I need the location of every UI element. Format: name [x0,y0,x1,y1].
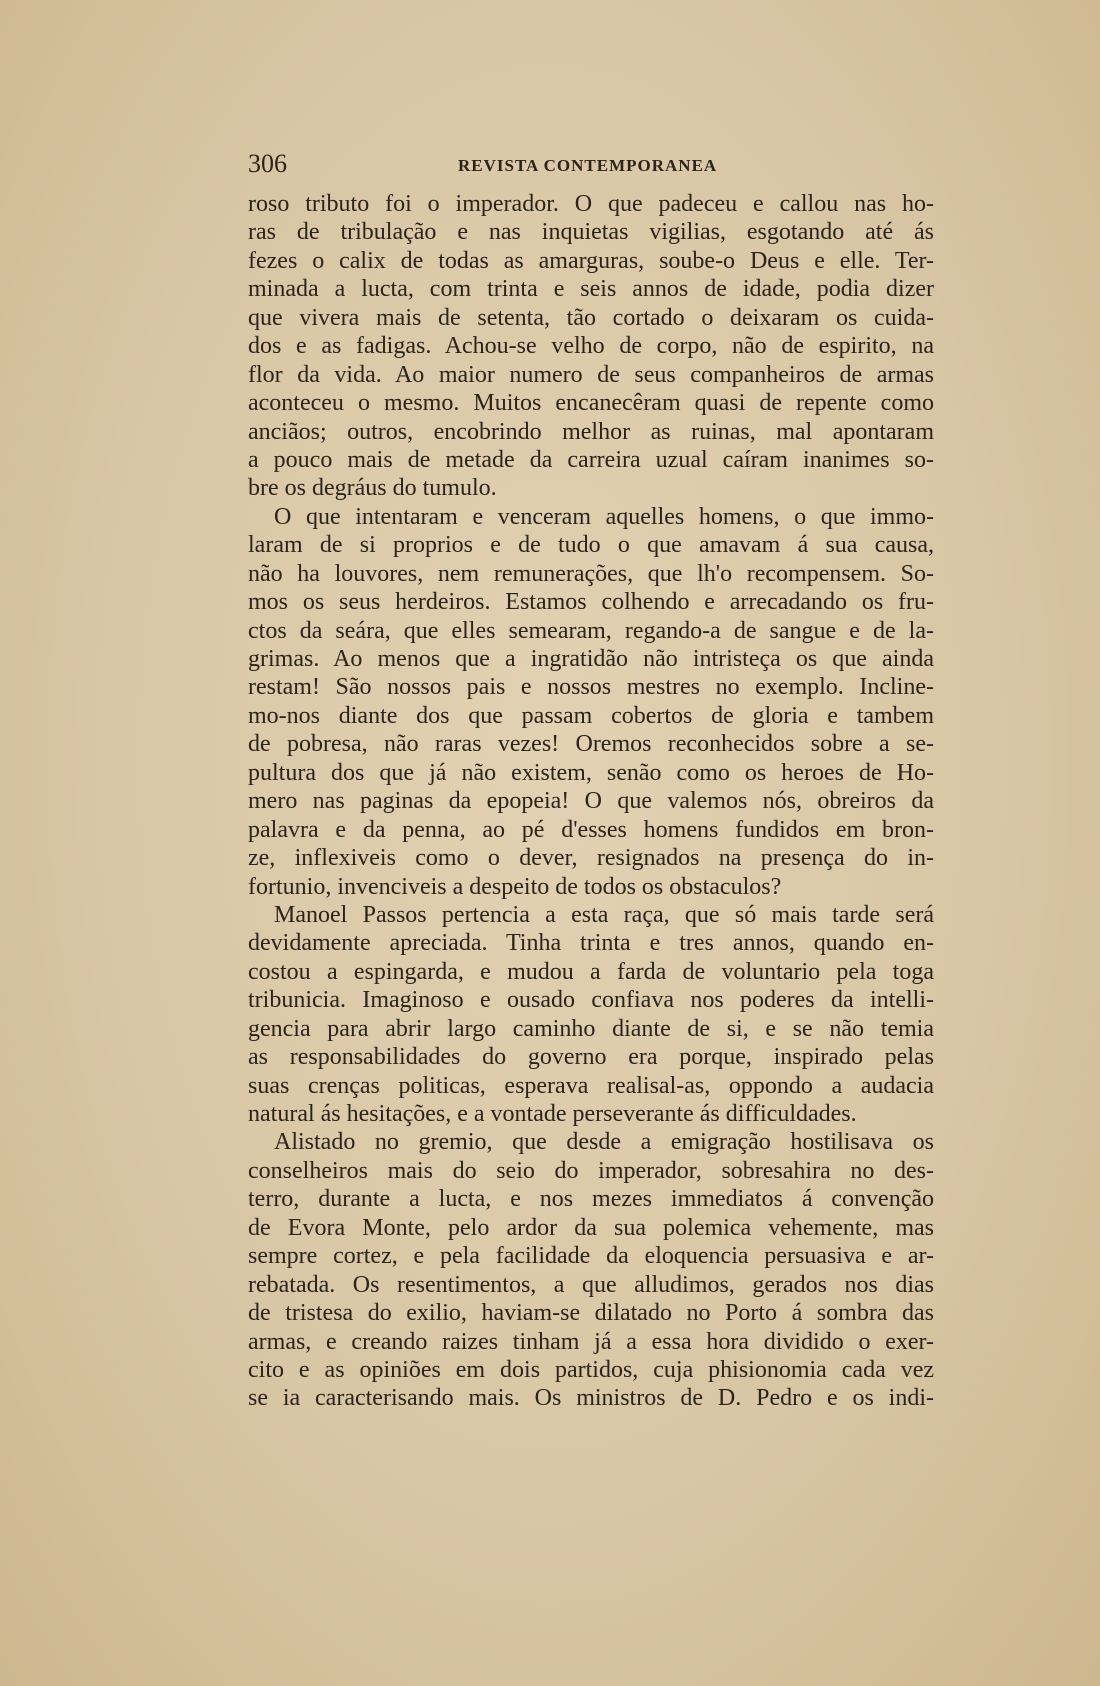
text-line: a pouco mais de metade da carreira uzual caíram inanimes so- [248,446,934,473]
text-line: que vivera mais de setenta, tão cortado o deixaram os cuida- [248,304,934,331]
text-line: pultura dos que já não existem, senão como os heroes de Ho- [248,759,934,786]
text-line: terro, durante a lucta, e nos mezes immediatos á convenção [248,1186,934,1213]
text-line: gencia para abrir largo caminho diante de si, e se não temia [248,1015,934,1042]
text-line: não ha louvores, nem remunerações, que lh'o recompensem. So- [248,560,934,587]
text-line: de Evora Monte, pelo ardor da sua polemica vehemente, mas [248,1214,934,1241]
text-line: minada a lucta, com trinta e seis annos de idade, podia dizer [248,276,934,303]
text-line: conselheiros mais do seio do imperador, sobresahira no des- [248,1157,934,1184]
text-line: ctos da seára, que elles semearam, regando-a de sangue e de la- [248,617,934,644]
text-line: sempre cortez, e pela facilidade da eloquencia persuasiva e ar- [248,1243,934,1270]
text-line: fezes o calix de todas as amarguras, soube-o Deus e elle. Ter- [248,247,934,274]
text-line: mo-nos diante dos que passam cobertos de gloria e tambem [248,702,934,729]
page-header [248,150,718,178]
text-line: bre os degráus do tumulo. [248,475,497,502]
text-line: palavra e da penna, ao pé d'esses homens fundidos em bron- [248,816,934,843]
text-line: restam! São nossos pais e nossos mestres no exemplo. Incline- [248,674,934,701]
text-line: dos e as fadigas. Achou-se velho de corpo, não de espirito, na [248,333,934,360]
body-text [248,190,934,1413]
text-line: de pobresa, não raras vezes! Oremos reconhecidos sobre a se- [248,731,934,758]
text-line: as responsabilidades do governo era porque, inspirado pelas [248,1044,934,1071]
text-line: ras de tribulação e nas inquietas vigilias, esgotando até ás [248,219,934,246]
text-line: O que intentaram e venceram aquelles homens, o que immo- [274,503,934,530]
text-line: anciãos; outros, encobrindo melhor as ruinas, mal apontaram [248,418,934,445]
text-line: suas crenças politicas, esperava realisal-as, oppondo a audacia [248,1072,934,1099]
text-line: mos os seus herdeiros. Estamos colhendo e arrecadando os fru- [248,589,934,616]
text-line: ze, inflexiveis como o dever, resignados na presença do in- [248,845,934,872]
text-line: Alistado no gremio, que desde a emigração hostilisava os [274,1129,934,1156]
text-line: rebatada. Os resentimentos, a que alludimos, gerados nos dias [248,1271,934,1298]
text-line: armas, e creando raizes tinham já a essa hora dividido o exer- [248,1328,934,1355]
text-line: grimas. Ao menos que a ingratidão não intristeça os que ainda [248,646,934,672]
text-line: devidamente apreciada. Tinha trinta e tres annos, quando en- [248,930,934,957]
text-line: natural ás hesitações, e a vontade perseverante ás difficuldades. [248,1101,857,1127]
text-line: se ia caracterisando mais. Os ministros de D. Pedro e os indi- [248,1385,934,1412]
text-line: mero nas paginas da epopeia! O que valemos nós, obreiros da [248,788,934,815]
text-line: costou a espingarda, e mudou a farda de voluntario pela toga [248,958,934,985]
text-line: roso tributo foi o imperador. O que padeceu e callou nas ho- [248,191,934,217]
text-line: tribunicia. Imaginoso e ousado confiava nos poderes da intelli- [248,987,934,1014]
text-line: aconteceu o mesmo. Muitos encanecêram quasi de repente como [248,390,934,417]
page-number: 306 [248,149,287,178]
text-line: laram de si proprios e de tudo o que amavam á sua causa, [248,532,934,559]
text-line: fortunio, invenciveis a despeito de todos os obstaculos? [248,873,782,900]
text-line: de tristesa do exilio, haviam-se dilatado no Porto á sombra das [248,1300,934,1327]
running-title: REVISTA CONTEMPORANEA [458,156,718,175]
text-line: cito e as opiniões em dois partidos, cuja phisionomia cada vez [248,1356,934,1383]
text-line: flor da vida. Ao maior numero de seus companheiros de armas [248,361,934,388]
text-line: Manoel Passos pertencia a esta raça, que só mais tarde será [274,901,934,928]
